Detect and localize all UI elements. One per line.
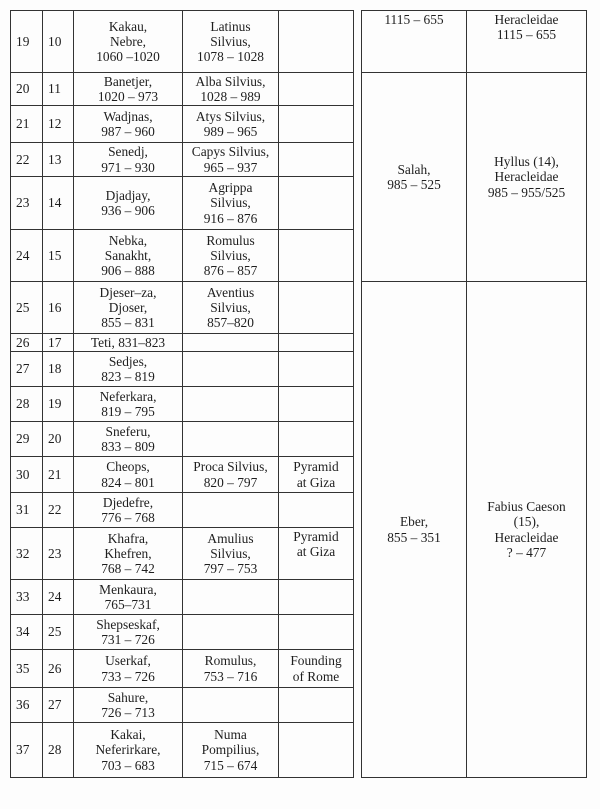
dynasty-index: 11 — [43, 73, 74, 106]
event-cell — [279, 73, 354, 106]
egypt-ruler-cell: Nebka, Sanakht, 906 – 888 — [74, 230, 183, 282]
event-cell: Founding of Rome — [279, 650, 354, 688]
event-cell — [279, 352, 354, 387]
egypt-ruler-cell: Sedjes, 823 – 819 — [74, 352, 183, 387]
heracleidae-cell-fabius: Fabius Caeson (15), Heracleidae ? – 477 — [467, 282, 587, 778]
dynasty-index: 21 — [43, 457, 74, 493]
dynasty-index: 12 — [43, 106, 74, 143]
table-row — [11, 282, 587, 334]
alba-king-cell — [183, 422, 279, 457]
egypt-ruler-cell: Sneferu, 833 – 809 — [74, 422, 183, 457]
dynasty-index: 17 — [43, 334, 74, 352]
alba-king-cell: Aventius Silvius, 857–820 — [183, 282, 279, 334]
egypt-ruler-cell: Kakai, Neferirkare, 703 – 683 — [74, 723, 183, 778]
row-number: 37 — [11, 723, 43, 778]
alba-king-cell: Romulus, 753 – 716 — [183, 650, 279, 688]
dynasty-index: 13 — [43, 143, 74, 177]
dynasty-index: 10 — [43, 11, 74, 73]
dynasty-index: 25 — [43, 615, 74, 650]
heracleidae-cell: Heracleidae 1115 – 655 — [467, 11, 587, 73]
dynasty-index: 26 — [43, 650, 74, 688]
patriarch-cell-salah: Salah, 985 – 525 — [362, 73, 467, 282]
egypt-ruler-cell: Senedj, 971 – 930 — [74, 143, 183, 177]
dynasty-index: 20 — [43, 422, 74, 457]
alba-king-cell: Alba Silvius, 1028 – 989 — [183, 73, 279, 106]
event-cell — [279, 143, 354, 177]
event-cell — [279, 422, 354, 457]
dynasty-index: 23 — [43, 528, 74, 580]
dynasty-index: 24 — [43, 580, 74, 615]
dynasty-index: 19 — [43, 387, 74, 422]
alba-king-cell — [183, 493, 279, 528]
egypt-ruler-cell: Djedefre, 776 – 768 — [74, 493, 183, 528]
event-cell — [279, 230, 354, 282]
row-number: 27 — [11, 352, 43, 387]
event-cell — [279, 106, 354, 143]
alba-king-cell: Atys Silvius, 989 – 965 — [183, 106, 279, 143]
dynasty-index: 14 — [43, 177, 74, 230]
chronology-table — [10, 10, 587, 778]
egypt-ruler-cell: Cheops, 824 – 801 — [74, 457, 183, 493]
alba-king-cell — [183, 387, 279, 422]
dynasty-index: 18 — [43, 352, 74, 387]
row-number: 29 — [11, 422, 43, 457]
egypt-ruler-cell: Sahure, 726 – 713 — [74, 688, 183, 723]
event-cell — [279, 723, 354, 778]
egypt-ruler-cell: Menkaura, 765–731 — [74, 580, 183, 615]
row-number: 36 — [11, 688, 43, 723]
event-cell: Pyramid at Giza — [279, 528, 354, 580]
row-number: 25 — [11, 282, 43, 334]
row-number: 32 — [11, 528, 43, 580]
egypt-ruler-cell: Banetjer, 1020 – 973 — [74, 73, 183, 106]
egypt-ruler-cell: Djeser–za, Djoser, 855 – 831 — [74, 282, 183, 334]
alba-king-cell — [183, 352, 279, 387]
alba-king-cell: Latinus Silvius, 1078 – 1028 — [183, 11, 279, 73]
event-cell — [279, 615, 354, 650]
alba-king-cell — [183, 580, 279, 615]
row-number: 28 — [11, 387, 43, 422]
egypt-ruler-cell: Neferkara, 819 – 795 — [74, 387, 183, 422]
patriarch-cell-eber: Eber, 855 – 351 — [362, 282, 467, 778]
row-number: 35 — [11, 650, 43, 688]
row-number: 31 — [11, 493, 43, 528]
dynasty-index: 22 — [43, 493, 74, 528]
event-cell — [279, 177, 354, 230]
egypt-ruler-cell: Kakau, Nebre, 1060 –1020 — [74, 11, 183, 73]
alba-king-cell — [183, 688, 279, 723]
row-number: 33 — [11, 580, 43, 615]
egypt-ruler-cell: Teti, 831–823 — [74, 334, 183, 352]
event-cell — [279, 387, 354, 422]
egypt-ruler-cell: Djadjay, 936 – 906 — [74, 177, 183, 230]
alba-king-cell — [183, 615, 279, 650]
row-number: 23 — [11, 177, 43, 230]
row-number: 24 — [11, 230, 43, 282]
table-row — [11, 11, 587, 73]
alba-king-cell: Capys Silvius, 965 – 937 — [183, 143, 279, 177]
event-cell — [279, 580, 354, 615]
egypt-ruler-cell: Userkaf, 733 – 726 — [74, 650, 183, 688]
alba-king-cell: Proca Silvius, 820 – 797 — [183, 457, 279, 493]
event-cell — [279, 688, 354, 723]
row-number: 34 — [11, 615, 43, 650]
row-number: 20 — [11, 73, 43, 106]
event-cell — [279, 282, 354, 334]
heracleidae-cell-hyllus: Hyllus (14), Heracleidae 985 – 955/525 — [467, 73, 587, 282]
event-cell — [279, 11, 354, 73]
dynasty-index: 15 — [43, 230, 74, 282]
alba-king-cell: Amulius Silvius, 797 – 753 — [183, 528, 279, 580]
row-number: 22 — [11, 143, 43, 177]
event-cell — [279, 334, 354, 352]
egypt-ruler-cell: Khafra, Khefren, 768 – 742 — [74, 528, 183, 580]
table-row — [11, 73, 587, 106]
patriarch-cell: 1115 – 655 — [362, 11, 467, 73]
alba-king-cell: Romulus Silvius, 876 – 857 — [183, 230, 279, 282]
dynasty-index: 28 — [43, 723, 74, 778]
dynasty-index: 27 — [43, 688, 74, 723]
event-cell — [279, 493, 354, 528]
alba-king-cell: Agrippa Silvius, 916 – 876 — [183, 177, 279, 230]
alba-king-cell: Numa Pompilius, 715 – 674 — [183, 723, 279, 778]
egypt-ruler-cell: Wadjnas, 987 – 960 — [74, 106, 183, 143]
row-number: 21 — [11, 106, 43, 143]
alba-king-cell — [183, 334, 279, 352]
column-gap — [354, 11, 362, 778]
event-cell: Pyramid at Giza — [279, 457, 354, 493]
dynasty-index: 16 — [43, 282, 74, 334]
row-number: 26 — [11, 334, 43, 352]
egypt-ruler-cell: Shepseskaf, 731 – 726 — [74, 615, 183, 650]
row-number: 19 — [11, 11, 43, 73]
row-number: 30 — [11, 457, 43, 493]
